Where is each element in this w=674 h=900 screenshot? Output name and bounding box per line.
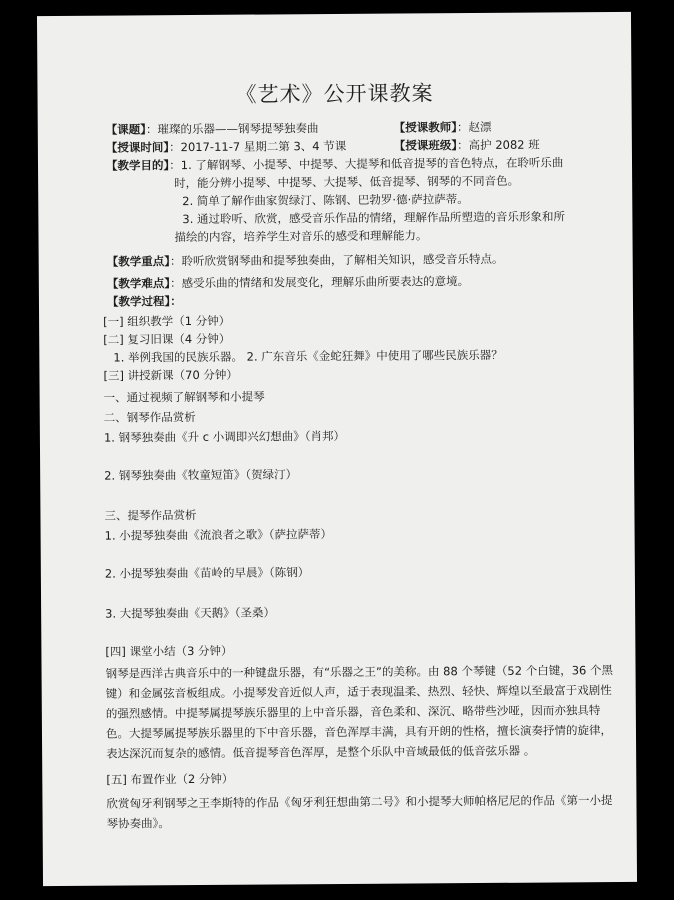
difficulty-label: 【教学难点】 (106, 276, 171, 291)
teacher-value: ：赵漂 (456, 119, 492, 135)
cello-piece: 3. 大提琴独奏曲《天鹅》（圣桑） (105, 605, 276, 621)
violin-piece-2: 2. 小提琴独奏曲《苗岭的早晨》（陈钢） (104, 565, 310, 581)
subsection-strings: 三、提琴作品赏析 (104, 507, 197, 523)
topic-value: ：璀璨的乐器——钢琴提琴独奏曲 (145, 121, 319, 137)
goal-label: 【教学目的】 (105, 158, 170, 173)
piano-piece-2: 2. 钢琴独奏曲《牧童短笛》（贺绿汀） (104, 467, 298, 483)
section-4: [四] 课堂小结（3 分钟） (105, 643, 233, 659)
section-1: [一] 组织教学（1 分钟） (103, 313, 231, 329)
section-2: [二] 复习旧课（4 分钟） (103, 331, 231, 347)
homework-paragraph: 欣赏匈牙利钢琴之王李斯特的作品《匈牙利狂想曲第二号》和小提琴大师帕格尼尼的作品《第一小提琴协奏曲》。 (106, 793, 613, 831)
section-5: [五] 布置作业（2 分钟） (106, 771, 234, 787)
class-label: 【授课班级】 (393, 138, 458, 153)
time-label: 【授课时间】 (105, 140, 170, 155)
summary-paragraph: 钢琴是西洋古典音乐中的一种键盘乐器，有“乐器之王”的美称。由 88 个琴键（52 个白键，36 个黑键）和金属弦音板组成。小提琴发音近似人声，适于表现温柔、热烈、轻快、辉煌以至最富于戏剧性的强烈感情。中提琴属提琴族乐器里的上中音乐器，音色柔和、深沉、略带些沙哑，因而亦独具特色。大提琴属提琴族乐器里的下中音乐器，音色浑厚丰满，具有开朗的性格，擅长演奏抒情的旋律，表达深沉而复杂的感情。低音提琴音色浑厚，是整个乐队中音域最低的低音弦乐器 。 (105, 663, 614, 761)
class-value: ：高护 2082 班 (457, 137, 540, 153)
difficulty-row (107, 273, 469, 292)
page-title: 《艺术》公开课教案 (235, 81, 434, 107)
section-3: [三] 讲授新课（70 分钟） (103, 367, 238, 383)
class-row (394, 137, 540, 154)
subsection-video: 一、通过视频了解钢琴和小提琴 (103, 389, 265, 405)
time-row (106, 138, 346, 156)
difficulty-value: ：感受乐曲的情绪和发展变化，理解乐曲所要表达的意境。 (170, 274, 470, 291)
key-label: 【教学重点】 (106, 254, 170, 269)
topic-label: 【课题】 (105, 122, 147, 137)
goal-2: 2. 简单了解作曲家贺绿汀、陈钢、巴勃罗·德·萨拉萨蒂。 (182, 192, 469, 209)
time-value: ：2017-11-7 星期二第 3、4 节课 (169, 138, 347, 155)
key-row (107, 251, 504, 270)
process-label: 【教学过程】： (106, 294, 182, 309)
document-page (37, 12, 637, 886)
key-value: ：聆听欣赏钢琴曲和提琴独奏曲，了解相关知识，感受音乐特点。 (169, 251, 504, 269)
goal-row (106, 154, 563, 173)
goal-1b: 时，能分辨小提琴、中提琴、大提琴、低音提琴、钢琴的不同音色。 (174, 173, 520, 191)
topic-row (106, 120, 319, 137)
subsection-piano: 二、钢琴作品赏析 (103, 409, 196, 425)
goal-3b: 描绘的内容，培养学生对音乐的感受和理解能力。 (174, 228, 428, 245)
teacher-row (394, 119, 492, 136)
piano-piece-1: 1. 钢琴独奏曲《升 c 小调即兴幻想曲》（肖邦） (103, 428, 345, 445)
review-questions: 1. 举例我国的民族乐器。 2. 广东音乐《金蛇狂舞》中使用了哪些民族乐器？ (113, 347, 503, 365)
teacher-label: 【授课教师】 (393, 120, 458, 135)
violin-piece-1: 1. 小提琴独奏曲《流浪者之歌》（萨拉萨蒂） (104, 527, 333, 543)
goal-1a: ：1. 了解钢琴、小提琴、中提琴、大提琴和低音提琴的音色特点，在聆听乐曲 (169, 155, 564, 173)
goal-3a: 3. 通过聆听、欣赏，感受音乐作品的情绪，理解作品所塑造的音乐形象和所 (182, 209, 566, 227)
